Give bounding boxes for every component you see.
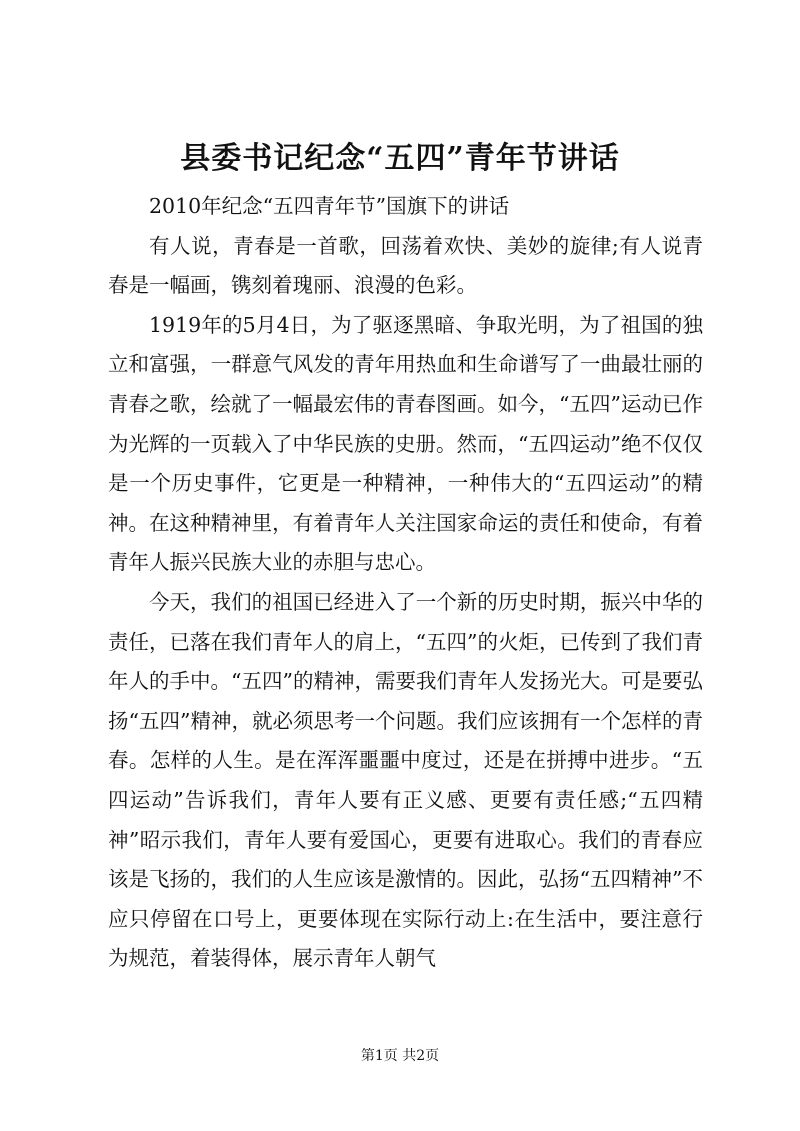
body-paragraph: 今天，我们的祖国已经进入了一个新的历史时期，振兴中华的责任，已落在我们青年人的肩上，“五四”的火炬，已传到了我们青年人的手中。“五四”的精神，需要我们青年人发扬光大。可是要弘扬“五四”精神，就必须思考一个问题。我们应该拥有一个怎样的青春。怎样的人生。是在浑浑噩噩中度过，还是在拼搏中进步。“五四运动”告诉我们，青年人要有正义感、更要有责任感;“五四精神”昭示我们，青年人要有爱国心，更要有进取心。我们的青春应该是飞扬的，我们的人生应该是激情的。因此，弘扬“五四精神”不应只停留在口号上，更要体现在实际行动上:在生活中，要注意行为规范，着装得体，展示青年人朝气 [108,589,703,971]
document-title: 县委书记纪念“五四”青年节讲话 [180,141,620,176]
subtitle-paragraph: 2010年纪念“五四青年节”国旗下的讲话 [149,194,510,218]
body-paragraph: 有人说，青春是一首歌，回荡着欢快、美妙的旋律;有人说青春是一幅画，镌刻着瑰丽、浪漫的色彩。 [108,233,703,298]
page-footer: 第1页 共2页 [360,1048,440,1064]
document-body [108,187,703,979]
body-paragraph: 1919年的5月4日，为了驱逐黑暗、争取光明，为了祖国的独立和富强，一群意气风发的青年用热血和生命谱写了一曲最壮丽的青春之歌，绘就了一幅最宏伟的青春图画。如今，“五四”运动已作为光辉的一页载入了中华民族的史册。然而，“五四运动”绝不仅仅是一个历史事件，它更是一种精神，一种伟大的“五四运动”的精神。在这种精神里，有着青年人关注国家命运的责任和使命，有着青年人振兴民族大业的赤胆与忠心。 [108,312,703,575]
